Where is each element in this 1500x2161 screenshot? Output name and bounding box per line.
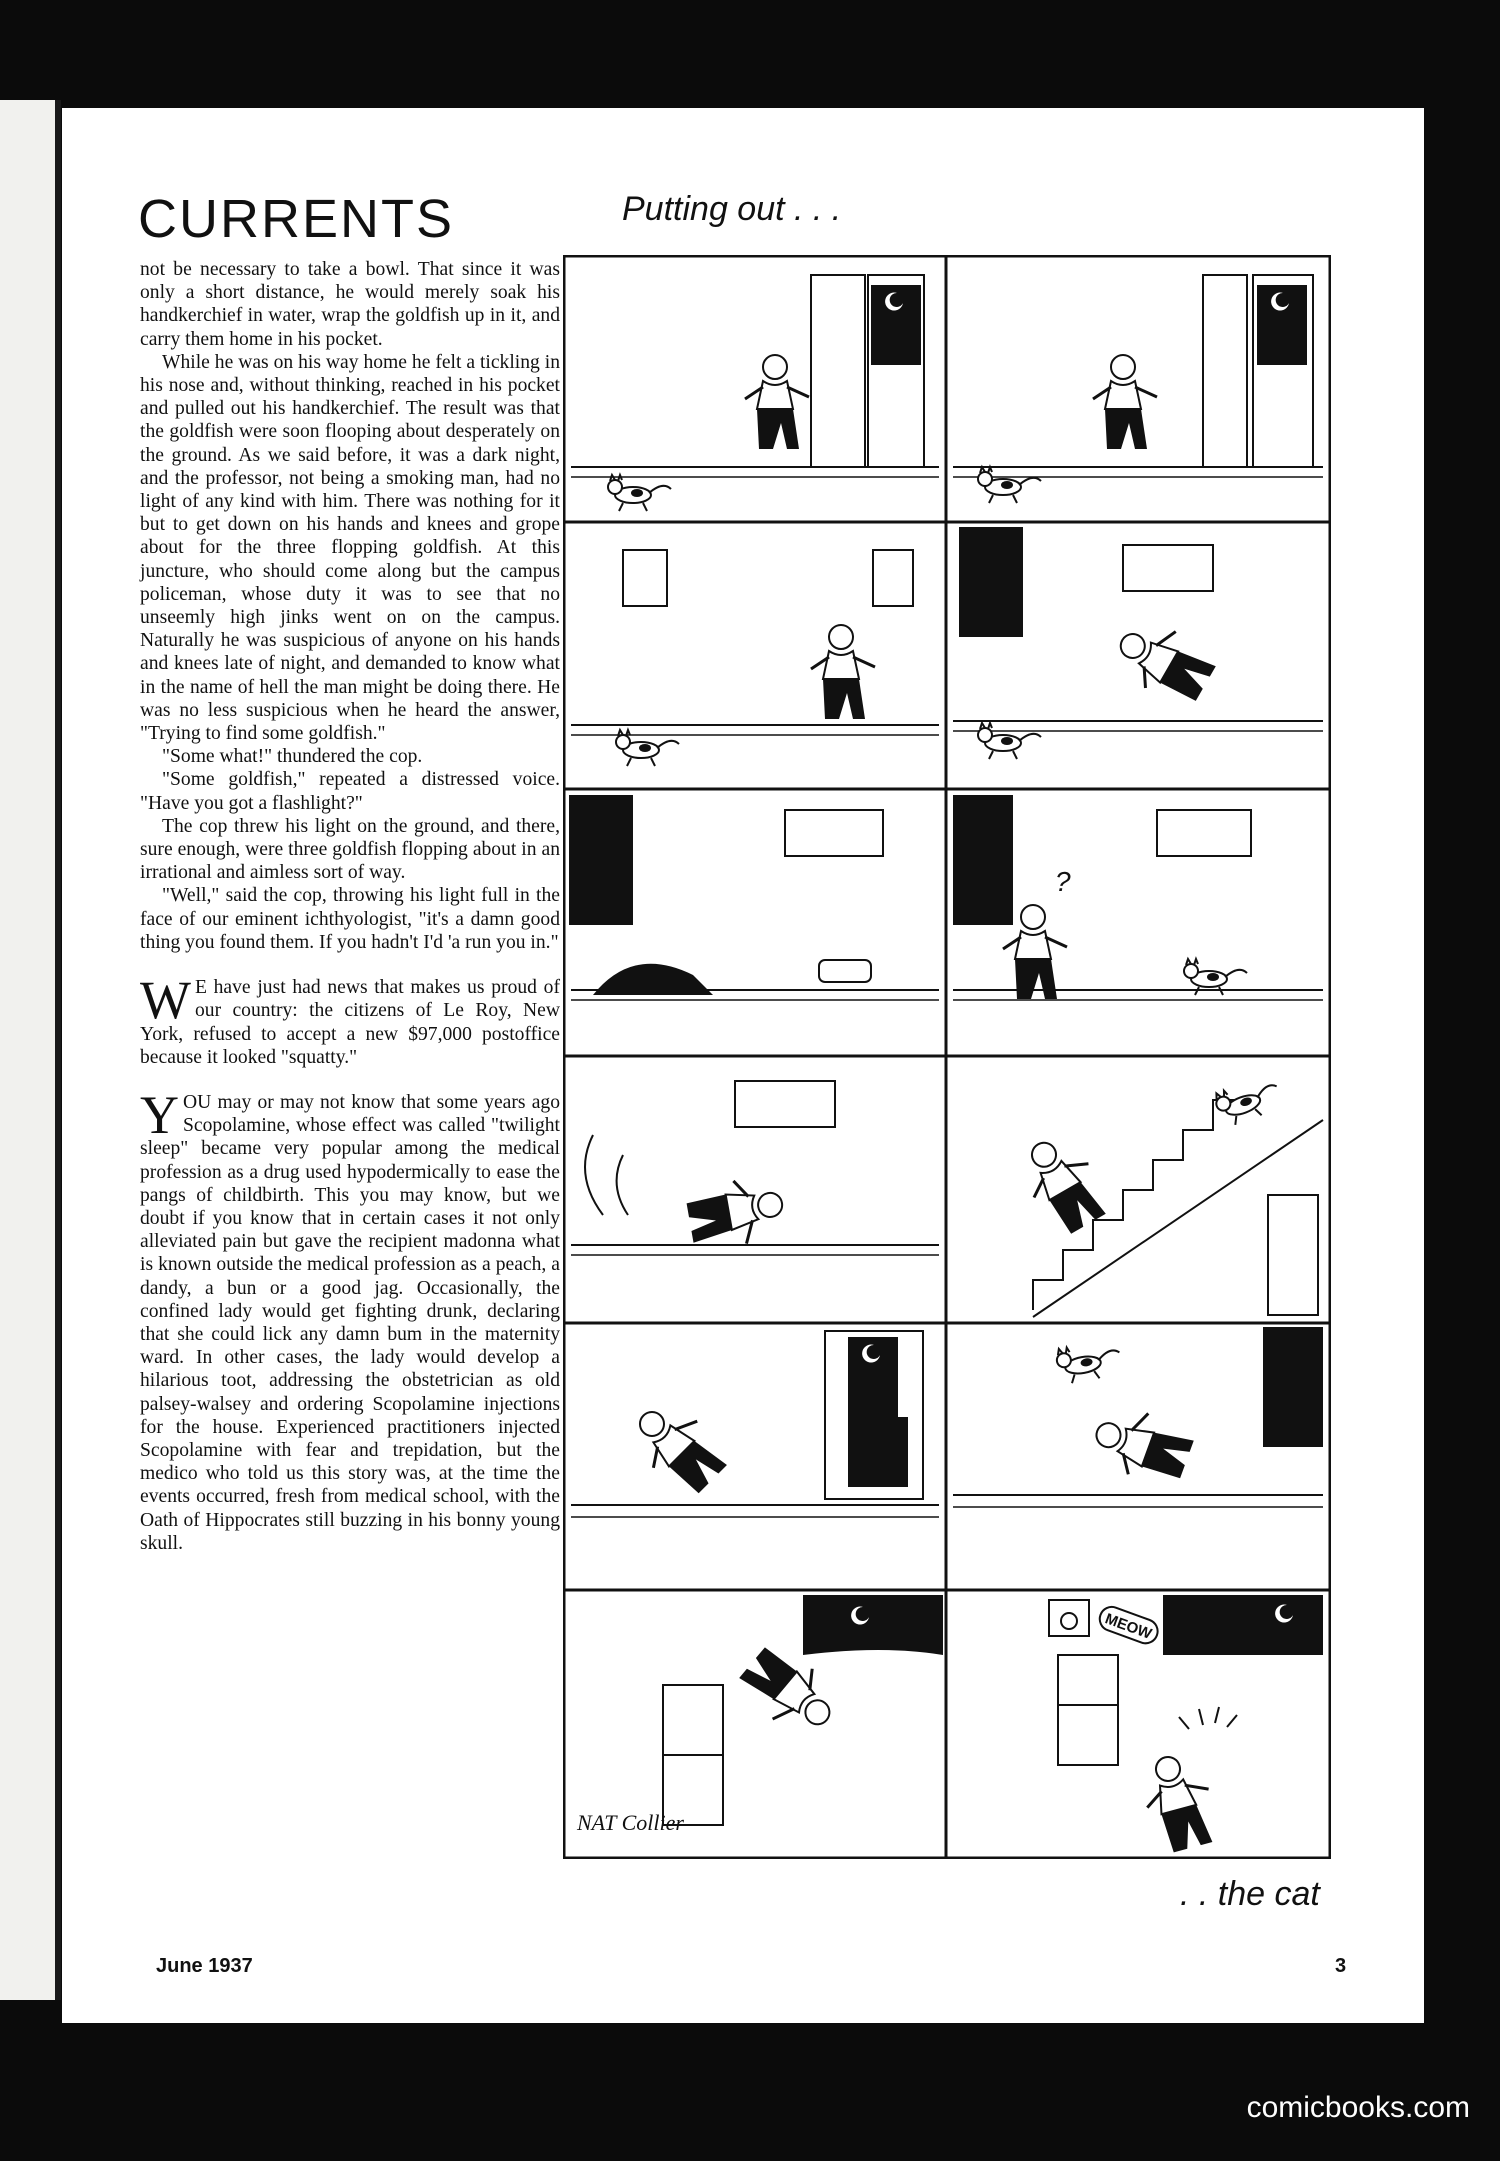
article-paragraph: "Some what!" thundered the cop. bbox=[162, 746, 423, 768]
section-heading: CURRENTS bbox=[138, 189, 455, 249]
article-paragraph: not be necessary to take a bowl. That since it was only a short distance, he would merely soak his handkerchief in water, wrap the goldfish up in it, and carry them home in his pocket. bbox=[140, 259, 560, 350]
issue-date: June 1937 bbox=[156, 1955, 253, 1977]
article-paragraph: "Some goldfish," repeated a distressed voice. "Have you got a flashlight?" bbox=[140, 769, 560, 814]
sound-effect-meow: MEOW bbox=[1102, 1610, 1154, 1643]
news-item-le-roy bbox=[140, 970, 560, 1069]
article-paragraph: "Well," said the cop, throwing his light full in the face of our eminent ichthyologist, "it's a damn good thing you found them. If you hadn't I'd 'a run you in." bbox=[140, 885, 560, 953]
comic-caption-top: Putting out . . . bbox=[622, 190, 842, 228]
drop-cap: W bbox=[140, 970, 191, 1031]
page-number: 3 bbox=[1335, 1955, 1347, 1977]
comic-caption-bottom: . . the cat bbox=[1180, 1875, 1320, 1913]
news-item-text: OU may or may not know that some years ago Scopolamine, whose effect was called "twilight sleep" became very popular among the medical profession as a drug used hypodermically to ease the pangs of childbirth. This you may know, but we doubt if you know that in certain cases it not only alleviated pain but gave the recipient madonna what is known outside the medical profession as a peach, a dandy, a bun or a good jag. Occasionally, the confined lady would get fighting drunk, declaring that she could lick any damn bum in the maternity ward. In other cases, the lady would develop a hilarious toot, addressing the obstetrician as old palsey-walsey and ordering Scopolamine injections for the house. Experienced practitioners injected Scopolamine with fear and trepidation, but the medico who told us this story was, at the time the events occurred, fresh from medical school, with the Oath of Hippocrates still buzzing in his bonny young skull. bbox=[140, 1091, 560, 1554]
watermark-text: comicbooks.com bbox=[1246, 2091, 1470, 2124]
news-item-text: E have just had news that makes us proud of our country: the citizens of Le Roy, New York, refused to accept a new $97,000 postoffice because it looked "squatty." bbox=[140, 977, 560, 1068]
question-mark: ? bbox=[1055, 866, 1071, 897]
article-paragraph: While he was on his way home he felt a tickling in his nose and, without thinking, reached in his pocket and pulled out his handkerchief. The result was that the goldfish were soon flooping about desperately on the ground. As we said before, it was a dark night, and the professor, not being a smoking man, had no light of any kind with him. There was nothing for it but to get down on his hands and knees and grope about for the three flopping goldfish. At this juncture, who should come along but the campus policeman, whose duty it was to see that no unseemly high jinks went on on the campus. Naturally he was suspicious of anyone on his hands and knees late of night, and demanded to know what in the name of hell the man might be doing there. He was no less suspicious when he heard the answer, "Trying to find some goldfish." bbox=[140, 351, 560, 745]
drop-cap: Y bbox=[140, 1084, 179, 1145]
article-paragraph: The cop threw his light on the ground, and there, sure enough, were three goldfish flopping about in an irrational and aimless sort of way. bbox=[140, 815, 560, 884]
previous-page-edge bbox=[0, 100, 61, 2000]
artist-signature: NAT Collier bbox=[577, 1810, 684, 1835]
article-column bbox=[140, 258, 560, 1555]
news-item-scopolamine bbox=[140, 1084, 560, 1555]
comic-strip bbox=[563, 255, 1331, 1859]
